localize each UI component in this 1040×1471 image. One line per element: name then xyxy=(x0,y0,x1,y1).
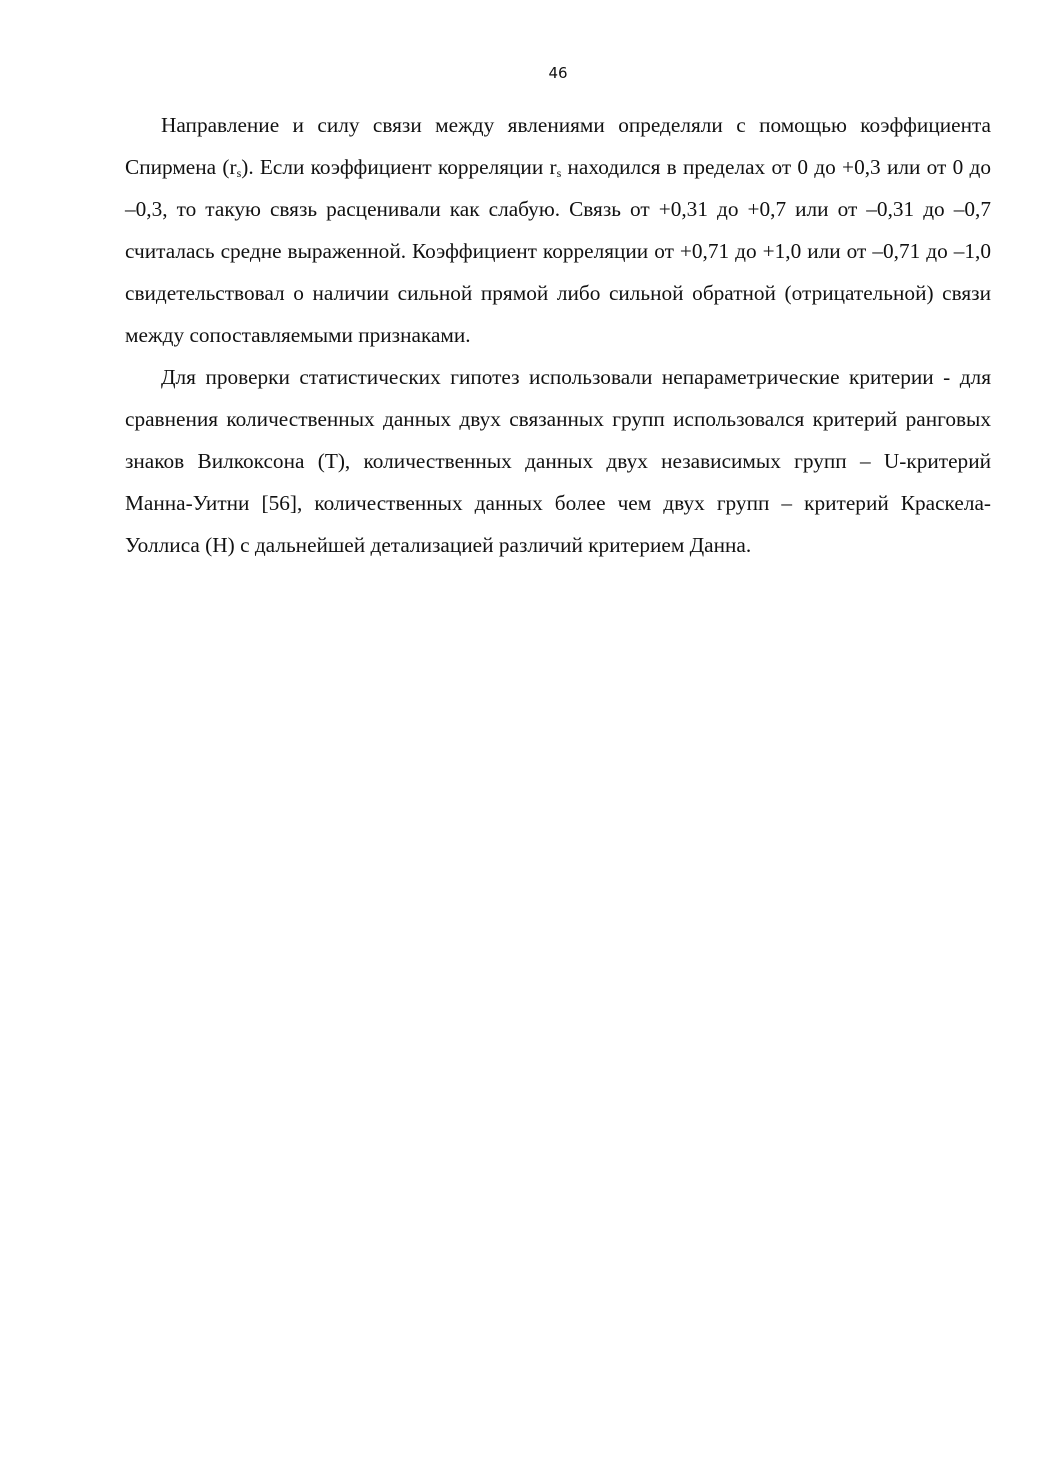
paragraph-1-part-3: находился в пределах от 0 до +0,3 или от 0 до –0,3, то такую связь расценивали как слабую. Связь от +0,31 до +0,7 или от –0,31 до –0,7 считалась средне выраженной. Коэффициент корреляции от +0,71 до +1,0 или от –0,71 до –1,0 свидетельствовал о наличии сильной прямой либо сильной обратной (отрицательной) связи между сопоставляемыми признаками. xyxy=(125,155,991,347)
paragraph-2-text: Для проверки статистических гипотез использовали непараметрические критерии - для сравнения количественных данных двух связанных групп использовался критерий ранговых знаков Вилкоксона (Т), количественных данных двух независимых групп – U-критерий Манна-Уитни [56], количественных данных более чем двух групп – критерий Краскела-Уоллиса (H) с дальнейшей детализацией различий критерием Данна. xyxy=(125,365,991,557)
subscript-s-1: s xyxy=(236,166,242,180)
page-number: 46 xyxy=(548,64,568,82)
body-text xyxy=(125,104,991,566)
paragraph-1-part-2: ). Если коэффициент корреляции r xyxy=(241,155,557,179)
paragraph-correlation xyxy=(125,104,991,356)
paragraph-statistical-tests xyxy=(125,356,991,566)
subscript-s-2: s xyxy=(556,166,562,180)
paragraph-1-part-1: Направление и силу связи между явлениями определяли с помощью коэффициента Спирмена (r xyxy=(125,113,991,179)
